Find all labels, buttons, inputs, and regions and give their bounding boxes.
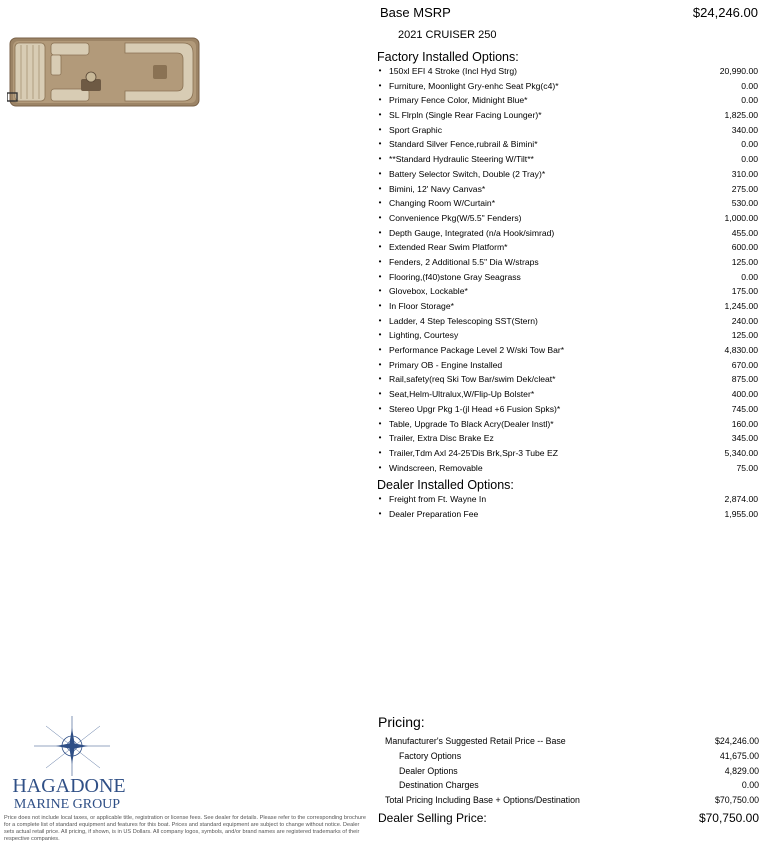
option-row bbox=[376, 402, 758, 417]
bullet-icon: • bbox=[378, 345, 382, 355]
bullet-icon: • bbox=[378, 433, 382, 443]
bullet-icon: • bbox=[378, 359, 382, 369]
pricing-label: Dealer Options bbox=[399, 766, 458, 776]
option-description: **Standard Hydraulic Steering W/Tilt** bbox=[389, 154, 534, 165]
pricing-title: Pricing: bbox=[378, 714, 425, 730]
option-row bbox=[376, 417, 758, 432]
option-description: Stereo Upgr Pkg 1-(jl Head +6 Fusion Spks)* bbox=[389, 403, 561, 414]
option-price: 340.00 bbox=[731, 124, 758, 135]
option-description: Lighting, Courtesy bbox=[389, 330, 459, 341]
option-row bbox=[376, 314, 758, 329]
pricing-label: Factory Options bbox=[399, 751, 462, 761]
option-description: Trailer, Extra Disc Brake Ez bbox=[389, 433, 494, 444]
pricing-row-dealer-options bbox=[378, 764, 759, 779]
bullet-icon: • bbox=[378, 374, 382, 384]
option-row bbox=[376, 431, 758, 446]
bullet-icon: • bbox=[378, 256, 382, 266]
model-name: 2021 CRUISER 250 bbox=[398, 29, 497, 41]
bullet-icon: • bbox=[378, 183, 382, 193]
bullet-icon: • bbox=[378, 508, 382, 518]
option-row bbox=[376, 152, 758, 167]
logo-line2: MARINE GROUP bbox=[13, 797, 121, 812]
dealer-options-heading: Dealer Installed Options: bbox=[377, 478, 514, 492]
pricing-value: 0.00 bbox=[741, 780, 759, 790]
option-price: 670.00 bbox=[731, 359, 758, 370]
pricing-label: Total Pricing Including Base + Options/Destination bbox=[385, 795, 580, 805]
option-row bbox=[376, 211, 758, 226]
option-price: 600.00 bbox=[731, 242, 758, 253]
option-description: Furniture, Moonlight Gry-enhc Seat Pkg(c4)* bbox=[389, 80, 559, 91]
pricing-value: 41,675.00 bbox=[719, 751, 759, 761]
boat-floorplan-image bbox=[7, 37, 202, 109]
bullet-icon: • bbox=[378, 330, 382, 340]
option-description: Seat,Helm-Ultralux,W/Flip-Up Bolster* bbox=[389, 389, 535, 400]
option-row bbox=[376, 79, 758, 94]
pricing-label: Destination Charges bbox=[399, 780, 479, 790]
option-row bbox=[376, 270, 758, 285]
option-description: Changing Room W/Curtain* bbox=[389, 198, 496, 209]
option-description: Bimini, 12' Navy Canvas* bbox=[389, 183, 486, 194]
option-row bbox=[376, 196, 758, 211]
option-description: 150xl EFI 4 Stroke (Incl Hyd Strg) bbox=[389, 66, 517, 76]
option-price: 125.00 bbox=[731, 330, 758, 341]
option-description: Glovebox, Lockable* bbox=[389, 286, 468, 297]
bullet-icon: • bbox=[378, 494, 382, 503]
option-row bbox=[376, 343, 758, 358]
option-row bbox=[376, 240, 758, 255]
dealer-options-list bbox=[376, 492, 758, 521]
pricing-row-msrp-base bbox=[378, 734, 759, 749]
option-row bbox=[376, 284, 758, 299]
option-price: 4,830.00 bbox=[724, 345, 758, 356]
option-description: SL Flrpln (Single Rear Facing Lounger)* bbox=[389, 110, 542, 121]
bullet-icon: • bbox=[378, 154, 382, 164]
option-description: Trailer,Tdm Axl 24-25'Dis Brk,Spr-3 Tube EZ bbox=[389, 447, 558, 458]
option-row bbox=[376, 387, 758, 402]
option-row bbox=[376, 507, 758, 522]
option-price: 345.00 bbox=[731, 433, 758, 444]
option-price: 75.00 bbox=[736, 462, 758, 473]
bullet-icon: • bbox=[378, 403, 382, 413]
option-price: 455.00 bbox=[731, 227, 758, 238]
option-row bbox=[376, 226, 758, 241]
pricing-value: 4,829.00 bbox=[724, 766, 759, 776]
option-price: 0.00 bbox=[741, 80, 758, 91]
option-row bbox=[376, 299, 758, 314]
option-description: Primary OB - Engine Installed bbox=[389, 359, 503, 370]
option-row bbox=[376, 167, 758, 182]
option-price: 0.00 bbox=[741, 154, 758, 165]
pricing-row-factory-options bbox=[378, 749, 759, 764]
option-row bbox=[376, 372, 758, 387]
option-price: 0.00 bbox=[741, 271, 758, 282]
dealer-selling-price-value: $70,750.00 bbox=[698, 811, 759, 825]
option-row bbox=[376, 64, 758, 79]
option-description: Primary Fence Color, Midnight Blue* bbox=[389, 95, 528, 106]
bullet-icon: • bbox=[378, 315, 382, 325]
option-row bbox=[376, 108, 758, 123]
option-price: 2,874.00 bbox=[724, 494, 758, 504]
bullet-icon: • bbox=[378, 286, 382, 296]
pricing-value: $70,750.00 bbox=[714, 795, 759, 805]
bullet-icon: • bbox=[378, 139, 382, 149]
option-row bbox=[376, 328, 758, 343]
bullet-icon: • bbox=[378, 110, 382, 120]
option-description: Freight from Ft. Wayne In bbox=[389, 494, 487, 504]
disclaimer-text: Price does not include local taxes, or applicable title, registration or license fees. See dealer for details. Please refer to the corresponding brochure for a complete list of standard equipment and features for this boat. Prices and standard equipment are subject to change without notice. Dealer sets actual retail price. All pricing, if shown, is in US Dollars. All company logos, symbols, and/or brand names are registered trademarks of their respective companies. bbox=[4, 815, 366, 842]
option-price: 1,245.00 bbox=[724, 301, 758, 311]
option-price: 20,990.00 bbox=[719, 66, 758, 76]
option-row bbox=[376, 137, 758, 152]
option-row bbox=[376, 93, 758, 108]
option-price: 530.00 bbox=[731, 198, 758, 209]
base-msrp-value: $24,246.00 bbox=[692, 5, 758, 20]
option-description: Rail,safety(req Ski Tow Bar/swim Dek/cleat* bbox=[389, 374, 556, 385]
option-price: 310.00 bbox=[731, 168, 758, 179]
option-price: 400.00 bbox=[731, 389, 758, 400]
factory-options-list bbox=[376, 64, 758, 475]
option-row bbox=[376, 358, 758, 373]
compass-rose-icon bbox=[34, 716, 110, 776]
bullet-icon: • bbox=[378, 124, 382, 134]
option-row bbox=[376, 182, 758, 197]
bullet-icon: • bbox=[378, 242, 382, 252]
pricing-row-destination bbox=[378, 778, 759, 793]
option-price: 0.00 bbox=[741, 139, 758, 150]
option-price: 1,825.00 bbox=[724, 110, 758, 121]
option-price: 160.00 bbox=[731, 418, 758, 429]
option-price: 1,000.00 bbox=[724, 212, 758, 223]
bullet-icon: • bbox=[378, 447, 382, 457]
base-msrp-label: Base MSRP bbox=[380, 5, 451, 20]
option-price: 275.00 bbox=[731, 183, 758, 194]
pricing-row-total bbox=[378, 793, 759, 808]
option-description: Flooring,(f40)stone Gray Seagrass bbox=[389, 271, 521, 282]
option-price: 745.00 bbox=[731, 403, 758, 414]
option-price: 125.00 bbox=[731, 256, 758, 267]
bullet-icon: • bbox=[378, 212, 382, 222]
dealer-selling-price bbox=[378, 811, 759, 827]
option-price: 175.00 bbox=[731, 286, 758, 297]
bullet-icon: • bbox=[378, 168, 382, 178]
option-description: Sport Graphic bbox=[389, 124, 443, 135]
bullet-icon: • bbox=[378, 389, 382, 399]
option-description: Fenders, 2 Additional 5.5" Dia W/straps bbox=[389, 256, 539, 267]
option-description: In Floor Storage* bbox=[389, 301, 454, 311]
option-row bbox=[376, 446, 758, 461]
hagadone-marine-logo bbox=[4, 714, 134, 814]
bullet-icon: • bbox=[378, 227, 382, 237]
pricing-value: $24,246.00 bbox=[714, 736, 759, 746]
option-row bbox=[376, 123, 758, 138]
factory-options-heading: Factory Installed Options: bbox=[377, 50, 519, 64]
option-price: 875.00 bbox=[731, 374, 758, 385]
bullet-icon: • bbox=[378, 301, 382, 310]
option-row bbox=[376, 461, 758, 476]
bullet-icon: • bbox=[378, 95, 382, 105]
bullet-icon: • bbox=[378, 271, 382, 281]
option-description: Depth Gauge, Integrated (n/a Hook/simrad) bbox=[389, 227, 555, 238]
bullet-icon: • bbox=[378, 198, 382, 208]
option-price: 0.00 bbox=[741, 95, 758, 106]
option-description: Ladder, 4 Step Telescoping SST(Stern) bbox=[389, 315, 538, 326]
option-price: 240.00 bbox=[731, 315, 758, 326]
option-description: Dealer Preparation Fee bbox=[389, 508, 479, 519]
option-row bbox=[376, 255, 758, 270]
dealer-selling-price-label: Dealer Selling Price: bbox=[378, 811, 487, 825]
option-description: Battery Selector Switch, Double (2 Tray)* bbox=[389, 168, 546, 179]
bullet-icon: • bbox=[378, 80, 382, 90]
logo-line1: HAGADONE bbox=[12, 775, 126, 797]
option-description: Extended Rear Swim Platform* bbox=[389, 242, 508, 253]
option-price: 1,955.00 bbox=[724, 508, 758, 519]
pricing-label: Manufacturer's Suggested Retail Price -- Base bbox=[385, 736, 566, 746]
option-description: Table, Upgrade To Black Acry(Dealer Instl)* bbox=[389, 418, 554, 429]
option-description: Standard Silver Fence,rubrail & Bimini* bbox=[389, 139, 538, 150]
option-description: Windscreen, Removable bbox=[389, 462, 483, 473]
option-price: 5,340.00 bbox=[724, 447, 758, 458]
option-description: Performance Package Level 2 W/ski Tow Bar* bbox=[389, 345, 565, 356]
bullet-icon: • bbox=[378, 462, 382, 472]
option-description: Convenience Pkg(W/5.5" Fenders) bbox=[389, 212, 522, 223]
bullet-icon: • bbox=[378, 66, 382, 75]
option-row bbox=[376, 492, 758, 507]
bullet-icon: • bbox=[378, 418, 382, 428]
